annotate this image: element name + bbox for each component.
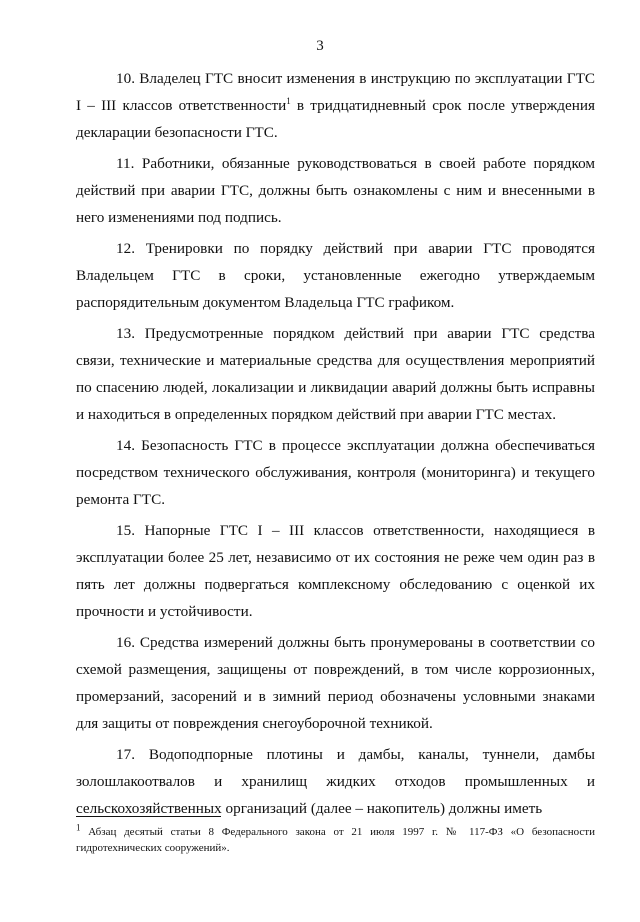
page-number: 3	[316, 38, 324, 54]
footnote-text: Абзац десятый статьи 8 Федерального закона от 21 июля 1997 г. № 117-ФЗ «О безопасности гидротехнических сооружений».	[76, 826, 595, 854]
paragraph-17	[76, 741, 595, 822]
paragraph-text: 14. Безопасность ГТС в процессе эксплуатации должна обеспечиваться посредством технического обслуживания, контроля (мониторинга) и текущего ремонта ГТС.	[76, 437, 595, 508]
paragraph-text: 16. Средства измерений должны быть пронумерованы в соответствии со схемой размещения, защищены от повреждений, в том числе коррозионных, промерзаний, засорений и в зимний период обозначены условными знаками для защиты от повреждения снегоуборочной техникой.	[76, 634, 595, 732]
paragraph-text-continued: в тридцатидневный срок после утверждения декларации безопасности ГТС.	[76, 97, 595, 141]
paragraph-13	[76, 320, 595, 428]
paragraph-text: 10. Владелец ГТС вносит изменения в инструкцию по эксплуатации ГТС I – III классов ответственности	[76, 70, 595, 114]
footnote-reference: 1	[286, 95, 291, 106]
paragraph-10	[76, 65, 595, 146]
paragraph-text: 11. Работники, обязанные руководствоваться в своей работе порядком действий при аварии ГТС, должны быть ознакомлены с ним и внесенными в него изменениями под подпись.	[76, 155, 595, 226]
paragraph-text: 15. Напорные ГТС I – III классов ответственности, находящиеся в эксплуатации более 25 лет, независимо от их состояния не реже чем один раз в пять лет должны подвергаться комплексному обследованию с оценкой их прочности и устойчивости.	[76, 522, 595, 620]
document-body	[76, 65, 595, 826]
paragraph-text: 12. Тренировки по порядку действий при аварии ГТС проводятся Владельцем ГТС в сроки, установленные ежегодно утверждаемым распорядительным документом Владельца ГТС графиком.	[76, 240, 595, 311]
footnote	[76, 824, 595, 856]
paragraph-14	[76, 432, 595, 513]
paragraph-text: 13. Предусмотренные порядком действий при аварии ГТС средства связи, технические и материальные средства для осуществления мероприятий по спасению людей, локализации и ликвидации аварий должны быть исправны и находиться в определенных порядком действий при аварии ГТС местах.	[76, 325, 595, 423]
footnote-marker: 1	[76, 822, 81, 833]
paragraph-12	[76, 235, 595, 316]
paragraph-15	[76, 517, 595, 625]
footnote-separator	[76, 816, 221, 817]
paragraph-11	[76, 150, 595, 231]
paragraph-text: 17. Водоподпорные плотины и дамбы, каналы, туннели, дамбы золошлакоотвалов и хранилищ жидких отходов промышленных и сельскохозяйственных организаций (далее – накопитель) должны иметь	[76, 746, 595, 817]
paragraph-16	[76, 629, 595, 737]
